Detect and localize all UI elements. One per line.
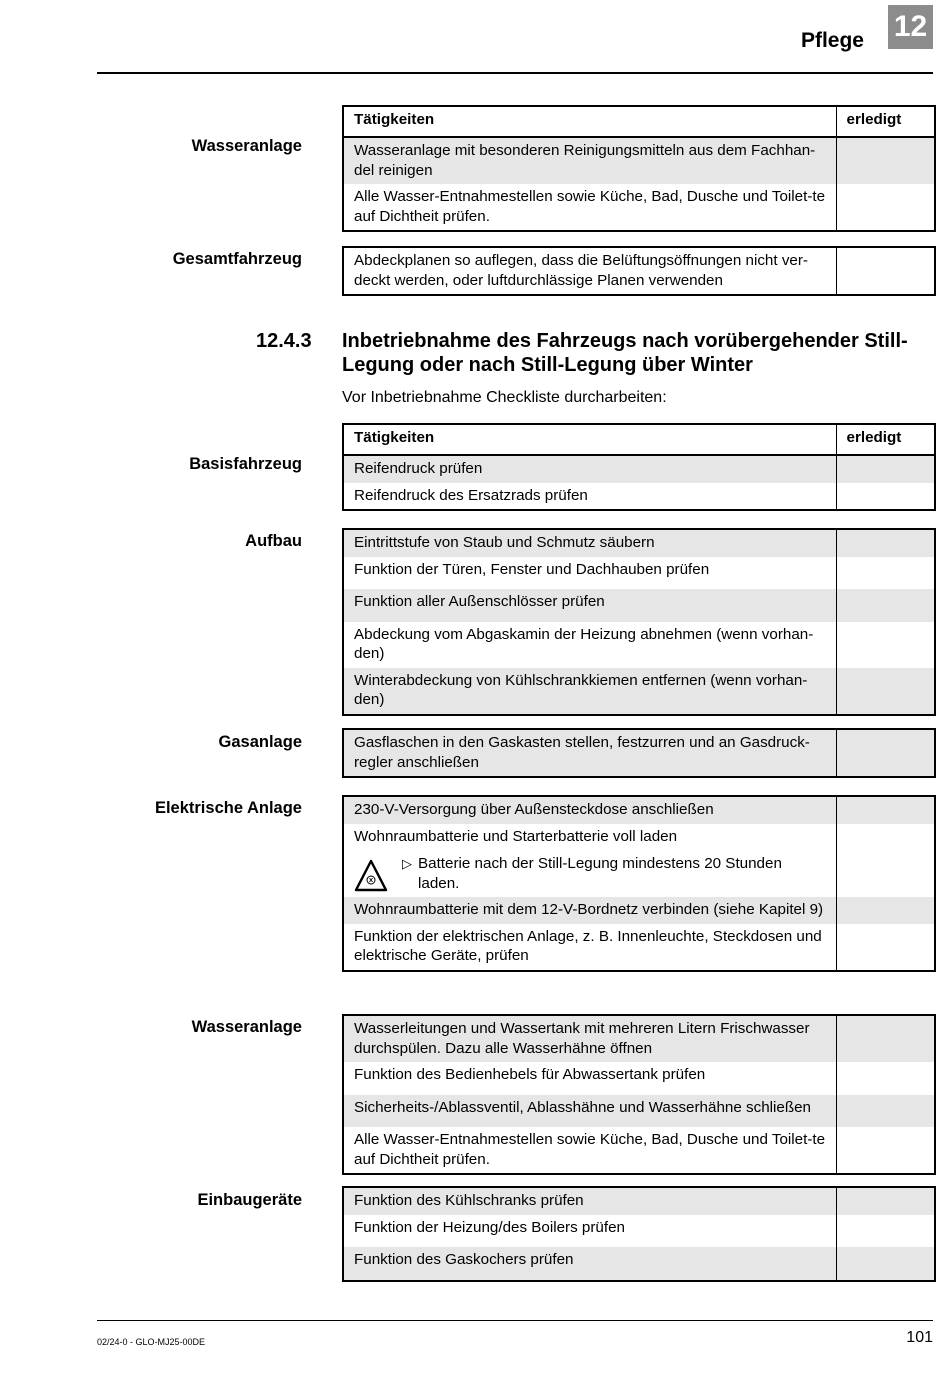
- column-header-done: erledigt: [836, 106, 935, 137]
- done-checkbox-cell[interactable]: [836, 529, 935, 557]
- activity-text: Alle Wasser-Entnahmestellen sowie Küche, Bad, Dusche und Toilet-te auf Dichtheit prüfen.: [354, 1131, 826, 1168]
- label-aufbau: Aufbau: [245, 532, 302, 550]
- table-row: [343, 622, 935, 668]
- column-header-done: erledigt: [836, 424, 935, 455]
- done-checkbox-cell[interactable]: [836, 1187, 935, 1215]
- done-checkbox-cell[interactable]: [836, 1015, 935, 1062]
- checklist-table-basisfahrzeug: [342, 423, 936, 511]
- done-checkbox-cell[interactable]: [836, 924, 935, 971]
- activity-text: Funktion des Bedienhebels für Abwassertank prüfen: [354, 1066, 706, 1083]
- done-checkbox-cell[interactable]: [836, 557, 935, 590]
- checklist-table-wasseranlage: [342, 1014, 936, 1175]
- done-checkbox-cell[interactable]: [836, 668, 935, 715]
- activity-text: Alle Wasser-Entnahmestellen sowie Küche, Bad, Dusche und Toilet-te auf Dichtheit prüfen.: [354, 188, 826, 225]
- section-title: Inbetriebnahme des Fahrzeugs nach vorübergehender Still-Legung oder nach Still-Legung über Winter: [342, 330, 908, 376]
- activity-text: 230-V-Versorgung über Außensteckdose anschließen: [343, 796, 836, 824]
- table-row: [343, 1215, 935, 1248]
- label-basisfahrzeug: Basisfahrzeug: [189, 455, 302, 473]
- header-rule: [97, 72, 933, 74]
- activity-text: Wasseranlage mit besonderen Reinigungsmitteln aus dem Fachhan-del reinigen: [343, 137, 836, 184]
- table-row: [343, 1127, 935, 1174]
- label-gasanlage: Gasanlage: [218, 733, 302, 751]
- table-row: [343, 455, 935, 483]
- done-checkbox-cell[interactable]: [836, 589, 935, 622]
- activity-text: Abdeckplanen so auflegen, dass die Belüftungsöffnungen nicht ver-deckt werden, oder luftdurchlässige Planen verwenden: [354, 252, 808, 289]
- section-intro: Vor Inbetriebnahme Checkliste durcharbeiten:: [342, 389, 667, 406]
- activity-text: Sicherheits-/Ablassventil, Ablasshähne und Wasserhähne schließen: [343, 1095, 836, 1128]
- table-row: [343, 729, 935, 777]
- done-checkbox-cell[interactable]: [836, 137, 935, 184]
- done-checkbox-cell[interactable]: [836, 1127, 935, 1174]
- warning-triangle-icon: [354, 859, 388, 893]
- table-row: [343, 1187, 935, 1215]
- done-checkbox-cell[interactable]: [836, 184, 935, 231]
- chapter-number-badge: 12: [888, 5, 933, 49]
- arrow-bullet-icon: ▷: [402, 856, 412, 871]
- checklist-table-top-water: [342, 105, 936, 232]
- table-row: [343, 247, 935, 295]
- activity-text: Winterabdeckung von Kühlschrankkiemen entfernen (wenn vorhan-den): [343, 668, 836, 715]
- label-gesamtfahrzeug: Gesamtfahrzeug: [172, 250, 302, 268]
- table-row: [343, 1062, 935, 1095]
- table-row: [343, 1247, 935, 1281]
- table-row: [343, 1095, 935, 1128]
- table-row: [343, 529, 935, 557]
- table-row: [343, 137, 935, 184]
- label-wasseranlage-top: Wasseranlage: [191, 137, 302, 155]
- footer-rule: [97, 1320, 933, 1321]
- done-checkbox-cell[interactable]: [836, 796, 935, 824]
- activity-text: Reifendruck des Ersatzrads prüfen: [354, 486, 588, 504]
- done-checkbox-cell[interactable]: [836, 1062, 935, 1095]
- activity-text: Wasserleitungen und Wassertank mit mehreren Litern Frischwasser durchspülen. Dazu alle Wasserhähne öffnen: [343, 1015, 836, 1062]
- table-row: [343, 897, 935, 924]
- activity-text: Funktion des Gaskochers prüfen: [343, 1247, 836, 1281]
- page-header-title: Pflege: [800, 29, 864, 52]
- table-row: [343, 589, 935, 622]
- table-row: [343, 924, 935, 971]
- section-number: 12.4.3: [256, 330, 312, 352]
- activity-text: Abdeckung vom Abgaskamin der Heizung abnehmen (wenn vorhan-den): [354, 625, 814, 662]
- activity-text: Funktion der Heizung/des Boilers prüfen: [354, 1218, 625, 1236]
- activity-text: Wohnraumbatterie und Starterbatterie voll laden: [354, 827, 678, 845]
- activity-text: Eintrittstufe von Staub und Schmutz säubern: [343, 529, 836, 557]
- done-checkbox-cell[interactable]: [836, 897, 935, 924]
- table-row: [343, 796, 935, 824]
- checklist-table-gasanlage: [342, 728, 936, 778]
- activity-text: Gasflaschen in den Gaskasten stellen, festzurren und an Gasdruck-regler anschließen: [343, 729, 836, 777]
- activity-text: Funktion des Kühlschranks prüfen: [343, 1187, 836, 1215]
- checklist-table-aufbau: [342, 528, 936, 716]
- column-header-activities: Tätigkeiten: [343, 424, 836, 455]
- done-checkbox-cell[interactable]: [836, 824, 935, 898]
- table-row: [343, 1015, 935, 1062]
- activity-text: Reifendruck prüfen: [343, 455, 836, 483]
- activity-text: Funktion der elektrischen Anlage, z. B. Innenleuchte, Steckdosen und elektrische Geräte, prüfen: [354, 927, 822, 964]
- done-checkbox-cell[interactable]: [836, 729, 935, 777]
- done-checkbox-cell[interactable]: [836, 1095, 935, 1128]
- label-elektrische-anlage: Elektrische Anlage: [154, 799, 302, 817]
- done-checkbox-cell[interactable]: [836, 247, 935, 295]
- document-code: 02/24-0 - GLO-MJ25-00DE: [97, 1337, 206, 1347]
- table-row: [343, 668, 935, 715]
- done-checkbox-cell[interactable]: [836, 1247, 935, 1281]
- column-header-activities: Tätigkeiten: [343, 106, 836, 137]
- activity-text: Wohnraumbatterie mit dem 12-V-Bordnetz verbinden (siehe Kapitel 9): [343, 897, 836, 924]
- activity-text: Funktion aller Außenschlösser prüfen: [343, 589, 836, 622]
- table-row: [343, 184, 935, 231]
- done-checkbox-cell[interactable]: [836, 1215, 935, 1248]
- done-checkbox-cell[interactable]: [836, 483, 935, 511]
- table-row: [343, 557, 935, 590]
- page-number: 101: [906, 1329, 933, 1346]
- table-row: [343, 824, 935, 898]
- done-checkbox-cell[interactable]: [836, 622, 935, 668]
- checklist-table-elektrische-anlage: [342, 795, 936, 972]
- checklist-table-gesamtfahrzeug: [342, 246, 936, 296]
- label-einbaugeraete: Einbaugeräte: [197, 1191, 302, 1209]
- checklist-table-einbaugeraete: [342, 1186, 936, 1282]
- warning-text: Batterie nach der Still-Legung mindestens 20 Stunden laden.: [418, 855, 782, 892]
- table-row: [343, 483, 935, 511]
- activity-text: Funktion der Türen, Fenster und Dachhauben prüfen: [354, 560, 710, 578]
- label-wasseranlage: Wasseranlage: [191, 1018, 302, 1036]
- done-checkbox-cell[interactable]: [836, 455, 935, 483]
- warning-note: [344, 852, 836, 897]
